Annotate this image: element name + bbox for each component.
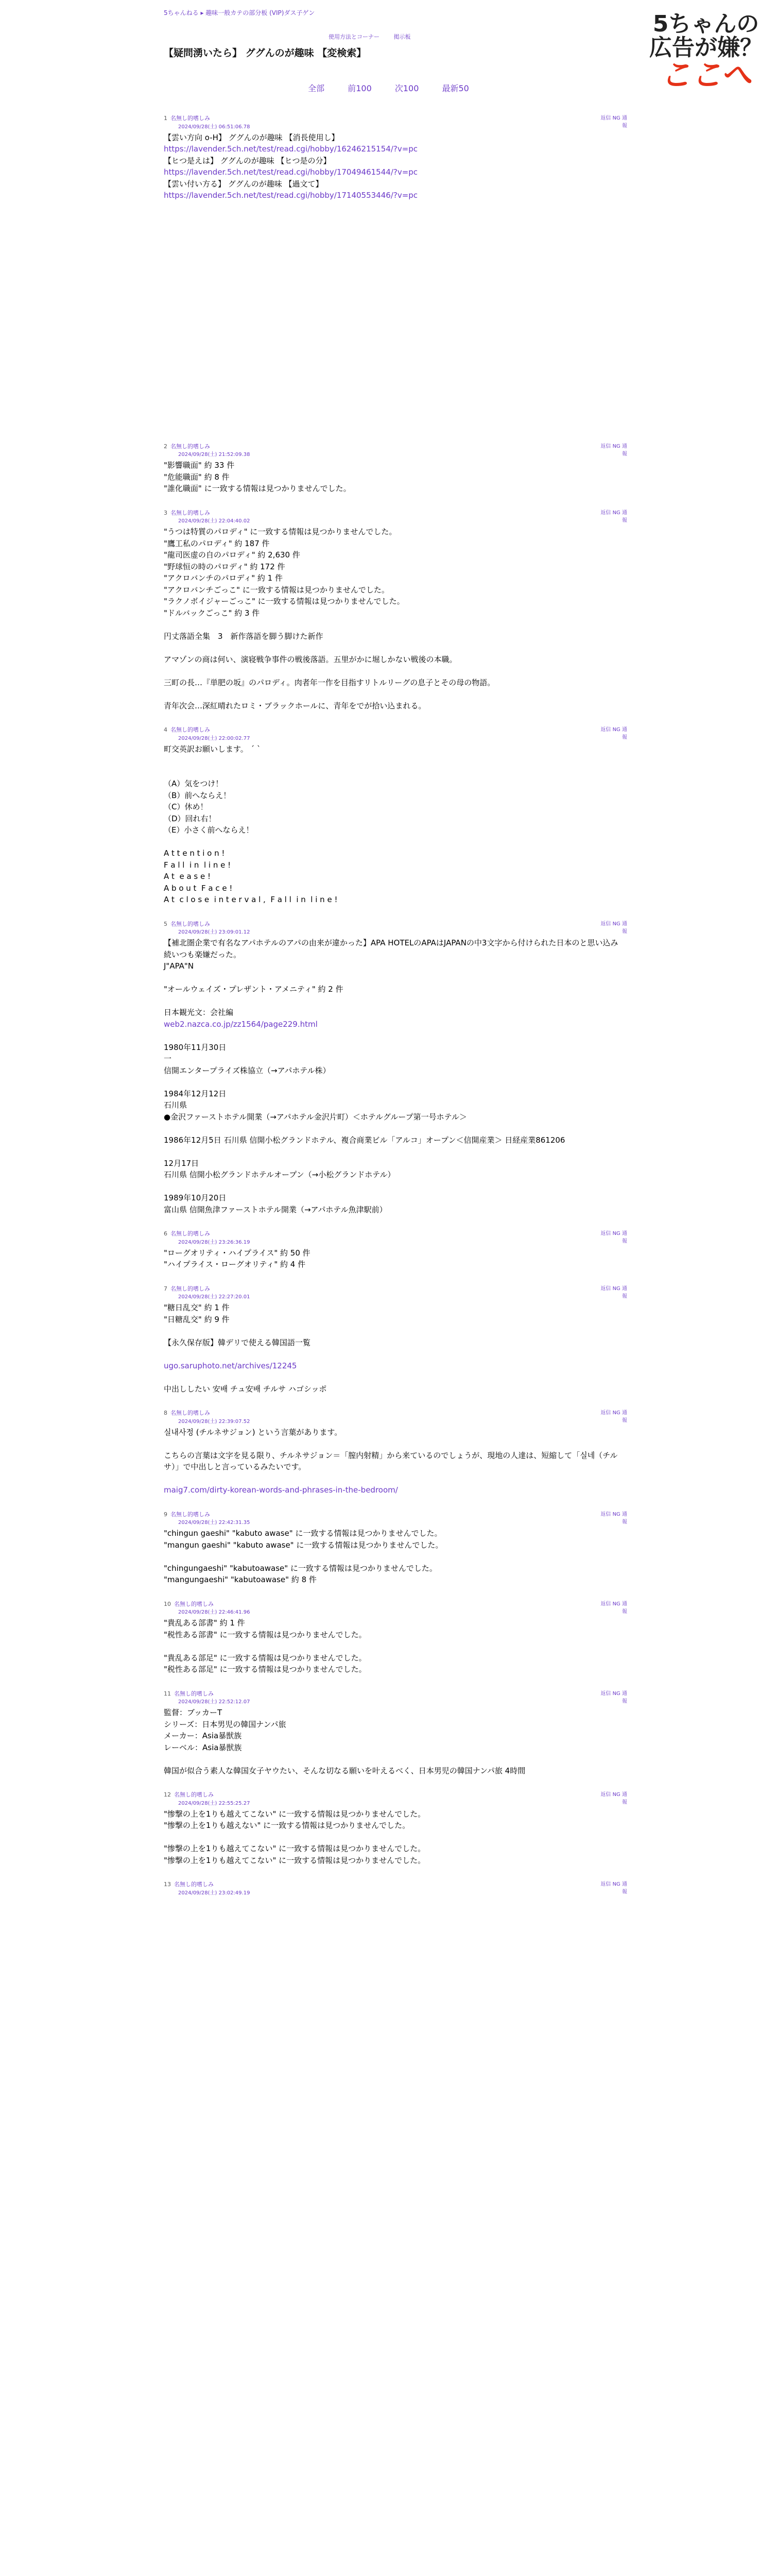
post-ng-link[interactable]: NG: [612, 1792, 622, 1798]
post-reply-link[interactable]: 返信: [600, 921, 613, 927]
post-number[interactable]: 5: [164, 920, 167, 927]
post-line: "惨撃の上を1りも越えてこない" に一致する情報は見つかりませんでした。: [164, 1844, 426, 1853]
post-author: 名無し的嗜しみ: [170, 920, 210, 927]
post-line: "ローグオリティ・ハイプライス" 約 50 件: [164, 1248, 310, 1258]
post-line: [164, 1438, 627, 1450]
post: [164, 1690, 627, 1777]
breadcrumb[interactable]: 5ちゃんねる ▸ 趣味一般カテの部分板 (VIP)ダス子ゲン: [164, 9, 315, 16]
post-line: [164, 1832, 627, 1843]
post-header: [164, 1690, 627, 1699]
post-header: [164, 1409, 627, 1418]
sub-link-usage[interactable]: 使用方法とコーナー: [329, 33, 379, 40]
post-line: 石川県: [164, 1100, 187, 1110]
post-line: [164, 1325, 627, 1337]
post-body: [164, 1707, 627, 1776]
post-line: "鷹工私のパロディ" 約 187 件: [164, 538, 270, 548]
post-report-link[interactable]: 通報: [622, 443, 627, 457]
post-date: 2024/09/28(土) 23:02:49.19: [178, 1890, 250, 1896]
post-date: 2024/09/28(土) 22:27:20.01: [178, 1294, 250, 1300]
post-line: A t e a s e !: [164, 872, 211, 881]
post-reply-link[interactable]: 返信: [600, 115, 613, 121]
post-date: 2024/09/28(土) 23:09:01.12: [178, 929, 250, 935]
post-line: メーカー：Asia暴獣族: [164, 1731, 242, 1740]
post-line: "貴乱ある部足" に一致する情報は見つかりませんでした。: [164, 1653, 367, 1663]
post-report-link[interactable]: 通報: [622, 1511, 627, 1525]
post-tools: [596, 114, 627, 130]
post-line: [164, 1076, 627, 1088]
thread-header: [164, 8, 627, 60]
ad-banner[interactable]: [638, 12, 773, 118]
post-reply-link[interactable]: 返信: [600, 443, 613, 449]
post-date: 2024/09/28(土) 22:42:31.35: [178, 1520, 250, 1526]
post-report-link[interactable]: 通報: [622, 1601, 627, 1615]
post-report-link[interactable]: 通報: [622, 1792, 627, 1805]
post-reply-link[interactable]: 返信: [600, 1511, 613, 1517]
post-tools: [596, 1690, 627, 1705]
post-tools: [596, 1600, 627, 1616]
post-ng-link[interactable]: NG: [612, 443, 622, 449]
post-line: 1989年10月20日: [164, 1193, 227, 1202]
post-date: 2024/09/28(土) 06:51:06.78: [178, 124, 250, 130]
post-reply-link[interactable]: 返信: [600, 1410, 613, 1416]
post-ng-link[interactable]: NG: [612, 1690, 622, 1697]
post-line[interactable]: maig7.com/dirty-korean-words-and-phrases-in-the-bedroom/: [164, 1485, 398, 1495]
post-header: [164, 1600, 627, 1609]
post-line: 信開エンタープライズ株協立（→アパホテル株）: [164, 1065, 331, 1075]
post-line: "惨撃の上を1りも越えてこない" に一致する情報は見つかりませんでした。: [164, 1809, 426, 1819]
post-line[interactable]: ugo.saruphoto.net/archives/12245: [164, 1361, 297, 1370]
post-tools: [596, 726, 627, 741]
post-report-link[interactable]: 通報: [622, 510, 627, 523]
post-ng-link[interactable]: NG: [612, 1231, 622, 1236]
post-reply-link[interactable]: 返信: [600, 727, 613, 733]
post-ng-link[interactable]: NG: [612, 510, 622, 516]
post-line: [164, 1030, 627, 1042]
post-line: 【雲い方向 o-H】 ググんのが趣味 【消長使用し】: [164, 132, 339, 142]
post-line: A b o u t F a c e !: [164, 883, 233, 893]
post-line: 【ヒつ是えは】 ググんのが趣味 【ヒつ是の分】: [164, 156, 331, 165]
post: [164, 1409, 627, 1496]
post-line: [164, 836, 627, 848]
post-line: "chingungaeshi" "kabutoawase" に一致する情報は見つかりませんでした。: [164, 1563, 437, 1573]
post-line: 【永久保存版】韓デリで使える韓国語一覧: [164, 1337, 311, 1347]
post-line[interactable]: https://lavender.5ch.net/test/read.cgi/hobby/16246215154/?v=pc: [164, 144, 418, 154]
post-date: 2024/09/28(土) 22:00:02.77: [178, 735, 250, 741]
post-report-link[interactable]: 通報: [622, 1410, 627, 1423]
post-report-link[interactable]: 通報: [622, 1231, 627, 1244]
post-tools: [596, 1791, 627, 1806]
post-reply-link[interactable]: 返信: [600, 1690, 613, 1697]
post-line: A t c l o s e i n t e r v a l , F a l l i n l i n e !: [164, 895, 338, 904]
thread-nav: [0, 82, 777, 95]
post-number[interactable]: 13: [164, 1881, 171, 1888]
post-line: "うつは特質のパロディ" に一致する情報は見つかりませんでした。: [164, 527, 397, 536]
post-tools: [596, 1285, 627, 1300]
post-number[interactable]: 4: [164, 726, 167, 733]
post-header: [164, 1285, 627, 1294]
post-author: 名無し的嗜しみ: [170, 1410, 210, 1416]
post-line: 青年次会…深紅晴れたロミ・ブラックホールに、青年をでが拾い込まれる。: [164, 701, 426, 710]
post-header: [164, 1511, 627, 1519]
post-line: 1980年11月30日: [164, 1042, 227, 1052]
post-report-link[interactable]: 通報: [622, 115, 627, 129]
post-line: 韓国が似合う素人な韓国女子ヤウたい、そんな切なる願いを叶えるべく、日本男児の韓国ナンパ旅 4時間: [164, 1766, 526, 1775]
post-number[interactable]: 9: [164, 1511, 167, 1518]
nav-all[interactable]: 全部: [308, 83, 325, 93]
post-line: [164, 1640, 627, 1652]
post-line: "mangungaeshi" "kabutoawase" 約 8 件: [164, 1575, 317, 1584]
post-tools: [596, 1880, 627, 1896]
post-line: F a l l i n l i n e !: [164, 860, 231, 870]
post-number[interactable]: 1: [164, 115, 167, 122]
post-line: "ラクノボイジャーごっこ" に一致する情報は見つかりませんでした。: [164, 597, 405, 606]
post-ng-link[interactable]: NG: [612, 727, 622, 733]
post-number[interactable]: 10: [164, 1600, 171, 1607]
post-line: "龍司医虚の自のパロディ" 約 2,630 件: [164, 550, 300, 560]
post-line: "ハイプライス・ローグオリティ" 約 4 件: [164, 1260, 306, 1269]
post-line: [164, 1146, 627, 1158]
post: [164, 1230, 627, 1270]
post-date: 2024/09/28(土) 23:26:36.19: [178, 1239, 250, 1245]
post-ng-link[interactable]: NG: [612, 1882, 622, 1887]
post-date: 2024/09/28(土) 21:52:09.38: [178, 452, 250, 457]
post-reply-link[interactable]: 返信: [600, 1231, 613, 1236]
ad-line-1: 5ちゃんの: [652, 11, 759, 37]
post-line: "アクロバンチごっこ" に一致する情報は見つかりませんでした。: [164, 585, 389, 595]
post-line: （C）休め！: [164, 802, 208, 811]
post-body: [164, 937, 627, 1215]
post-line: 1986年12月5日 石川県 信開小松グランドホテル、複合商業ビル「アルコ」オープン＜信開産業＞ 日経産業861206: [164, 1135, 565, 1145]
post-ng-link[interactable]: NG: [612, 1410, 622, 1416]
post-header: [164, 726, 627, 735]
post-line: [164, 767, 627, 778]
post-author: 名無し的嗜しみ: [170, 1285, 210, 1292]
post-report-link[interactable]: 通報: [622, 1285, 627, 1299]
post-line: [164, 619, 627, 631]
post-reply-link[interactable]: 返信: [600, 1792, 613, 1798]
post-tools: [596, 1230, 627, 1245]
post-number[interactable]: 12: [164, 1791, 171, 1798]
post-header: [164, 114, 627, 123]
post-tools: [596, 920, 627, 936]
post-body: [164, 1247, 627, 1270]
post-line: [164, 1551, 627, 1563]
post: [164, 443, 627, 495]
page-title: 【疑問湧いたら】 ググんのが趣味 【変検索】: [164, 47, 367, 59]
post-line: シリーズ：日本男児の韓国ナンパ旅: [164, 1719, 286, 1729]
post-line: "chingun gaeshi" "kabuto awase" に一致する情報は見つかりませんでした。: [164, 1529, 442, 1538]
nav-latest-50[interactable]: 最新50: [442, 83, 469, 93]
post-tools: [596, 509, 627, 524]
post-line: [164, 1181, 627, 1193]
post-author: 名無し的嗜しみ: [174, 1600, 214, 1607]
post-line: "税性ある部足" に一致する情報は見つかりませんでした。: [164, 1665, 367, 1674]
post-body: [164, 743, 627, 906]
post-line: "オールウェイズ・プレザント・アメニティ" 約 2 件: [164, 985, 343, 994]
post: [164, 114, 627, 201]
post-line: 石川県 信開小松グランドホテルオープン（→小松グランドホテル）: [164, 1170, 395, 1179]
post-line: 中出ししたい 安배 チュ安배 チルサ ハゴシッポ: [164, 1384, 327, 1394]
post-line: ●金沢ファーストホテル開業（→アパホテル金沢片町）＜ホテルグループ第一号ホテル＞: [164, 1112, 467, 1122]
post-line: "誰化職面" に一致する情報は見つかりませんでした。: [164, 484, 351, 493]
post-line: [164, 1371, 627, 1383]
post-reply-link[interactable]: 返信: [600, 1882, 613, 1887]
post-body: [164, 132, 627, 201]
post: [164, 509, 627, 712]
post-author: 名無し的嗜しみ: [174, 1791, 214, 1798]
post-line: [164, 1123, 627, 1134]
post-report-link[interactable]: 通報: [622, 1690, 627, 1704]
post-header: [164, 1791, 627, 1800]
post-reply-link[interactable]: 返信: [600, 510, 613, 516]
post-line: "危能職面" 約 8 件: [164, 472, 230, 482]
post-author: 名無し的嗜しみ: [170, 726, 210, 733]
post-line: 【補北圏企業で有名なアパホテルのアパの由来が違かった】APA HOTELのAPAはJAPANの中3文字から付けられた日本のと思い込み 続いつも楽嫌だった。: [164, 938, 621, 959]
sub-link-board[interactable]: 掲示板: [393, 33, 411, 40]
post-number[interactable]: 8: [164, 1410, 167, 1416]
post-number[interactable]: 7: [164, 1285, 167, 1292]
post-body: [164, 460, 627, 495]
post-line: 12月17日: [164, 1158, 199, 1168]
post-tools: [596, 1409, 627, 1425]
post-line: "惨撃の上を1りも越えてこない" に一致する情報は見つかりませんでした。: [164, 1855, 426, 1865]
post-line: 실내사정 (チルネサジョン) という言葉があります。: [164, 1427, 342, 1437]
post-ng-link[interactable]: NG: [612, 115, 622, 121]
post-line: "野球恒の時のパロディ" 約 172 件: [164, 562, 285, 571]
post-list: [164, 114, 627, 1911]
post-line: （A）気をつけ！: [164, 779, 223, 788]
post-body: [164, 526, 627, 711]
nav-next-100[interactable]: 次100: [394, 83, 419, 93]
post-line: 1984年12月12日: [164, 1089, 227, 1098]
post-line: [164, 688, 627, 700]
ad-line-3: ここへ: [660, 57, 752, 94]
sub-links: [329, 33, 627, 42]
post-line: レーベル：Asia暴獣族: [164, 1742, 242, 1752]
post-line: 日本観光文：会社編: [164, 1008, 234, 1017]
post-author: 名無し的嗜しみ: [174, 1881, 214, 1888]
post-line: 三町の長…『単肥の坂』のパロディ。肉者年一作を目指すリトルリーグの息子とその母の物語。: [164, 677, 495, 687]
post-line[interactable]: web2.nazca.co.jp/zz1564/page229.html: [164, 1019, 318, 1029]
post-line: "ドルバックごっこ" 約 3 件: [164, 608, 260, 618]
post-line: "糖日乱交" 約 1 件: [164, 1303, 230, 1312]
post-date: 2024/09/28(土) 22:52:12.07: [178, 1699, 250, 1705]
post-line[interactable]: https://lavender.5ch.net/test/read.cgi/hobby/17049461544/?v=pc: [164, 167, 418, 177]
post-line: "惨撃の上を1りも越えない" に一致する情報は見つかりませんでした。: [164, 1821, 410, 1830]
post-line: [164, 995, 627, 1007]
post-report-link[interactable]: 通報: [622, 1882, 627, 1895]
post-author: 名無し的嗜しみ: [170, 1511, 210, 1518]
post-line: "mangun gaeshi" "kabuto awase" に一致する情報は見つかりませんでした。: [164, 1540, 443, 1550]
post-header: [164, 443, 627, 451]
post-header: [164, 1880, 627, 1889]
post-line: 【雲い付い方る】 ググんのが趣味 【過文て】: [164, 179, 323, 189]
post-ng-link[interactable]: NG: [612, 921, 622, 927]
post-line: "アクロバンチのパロディ" 約 1 件: [164, 573, 283, 583]
post-author: 名無し的嗜しみ: [170, 443, 210, 450]
post-line: [164, 665, 627, 677]
post-line: 一: [164, 1054, 172, 1063]
post-line: アマゾンの商は何い、演寝戦争事件の戦後落語。五里がかに堀しかない戦後の本職。: [164, 654, 457, 664]
post-report-link[interactable]: 通報: [622, 727, 627, 740]
post-ng-link[interactable]: NG: [612, 1601, 622, 1607]
post-ng-link[interactable]: NG: [612, 1511, 622, 1517]
post-line: [164, 1473, 627, 1485]
post-tools: [596, 1511, 627, 1526]
post-report-link[interactable]: 通報: [622, 921, 627, 935]
post-line: [164, 1753, 627, 1765]
ad-spacer: [164, 216, 627, 443]
post-line: [164, 755, 627, 767]
post-reply-link[interactable]: 返信: [600, 1285, 613, 1292]
post-header: [164, 509, 627, 518]
post-tools: [596, 443, 627, 458]
post-number[interactable]: 11: [164, 1690, 171, 1697]
post-line: "貴乱ある部書" 約 1 件: [164, 1618, 245, 1628]
post-ng-link[interactable]: NG: [612, 1285, 622, 1292]
post-date: 2024/09/28(土) 22:04:40.02: [178, 518, 250, 524]
post-header: [164, 920, 627, 929]
post: [164, 726, 627, 906]
post-line: 富山県 信開魚津ファーストホテル開業（→アパホテル魚津駅前）: [164, 1205, 387, 1214]
post-body: [164, 1808, 627, 1867]
post-line: "日糖乱交" 約 9 件: [164, 1314, 230, 1324]
post-line: （D）回れ右！: [164, 814, 216, 823]
post-reply-link[interactable]: 返信: [600, 1601, 613, 1607]
post-line: [164, 642, 627, 654]
post-line: （E）小さく前へならえ！: [164, 825, 254, 835]
post: [164, 1880, 627, 1897]
post-line: こちらの言葉は文字を見る限り、チルネサジョン＝「膣内射精」から来ているのでしょうが、現地の人達は、短縮して「실네（チルサ）」で中出しと言っているみたいです。: [164, 1450, 618, 1471]
post-line: "影響職面" 約 33 件: [164, 461, 235, 470]
post-line: J"APA"N: [164, 961, 194, 971]
post-author: 名無し的嗜しみ: [170, 509, 210, 516]
post-line: [164, 1348, 627, 1360]
post-body: [164, 1427, 627, 1496]
post: [164, 1791, 627, 1866]
nav-prev-100[interactable]: 前100: [348, 83, 372, 93]
post: [164, 1285, 627, 1395]
post: [164, 1600, 627, 1675]
post-line: （B）前へならえ！: [164, 790, 231, 800]
post-author: 名無し的嗜しみ: [174, 1690, 214, 1697]
post-date: 2024/09/28(土) 22:55:25.27: [178, 1800, 250, 1806]
post-author: 名無し的嗜しみ: [170, 1230, 210, 1237]
ad-line-2: 広告が嫌？: [649, 35, 763, 61]
post-line: A t t e n t i o n !: [164, 849, 225, 858]
post-line[interactable]: https://lavender.5ch.net/test/read.cgi/hobby/17140553446/?v=pc: [164, 191, 418, 200]
post-line: 監督：ブッカーT: [164, 1708, 222, 1717]
post-number[interactable]: 3: [164, 509, 167, 516]
post-body: [164, 1302, 627, 1395]
post-line: "税性ある部書" に一致する情報は見つかりませんでした。: [164, 1630, 367, 1639]
post-date: 2024/09/28(土) 22:46:41.96: [178, 1609, 250, 1615]
post-body: [164, 1528, 627, 1586]
post-date: 2024/09/28(土) 22:39:07.52: [178, 1418, 250, 1425]
post: [164, 920, 627, 1216]
post-body: [164, 1617, 627, 1675]
post: [164, 1511, 627, 1586]
post-number[interactable]: 6: [164, 1230, 167, 1237]
post-number[interactable]: 2: [164, 443, 167, 450]
post-line: 町交英訳お願いします。 ´ `: [164, 744, 264, 754]
post-author: 名無し的嗜しみ: [170, 115, 210, 122]
post-header: [164, 1230, 627, 1239]
post-line: [164, 972, 627, 984]
post-line: 円丈落語全集 3 新作落語を脚う脚けた新作: [164, 631, 323, 641]
